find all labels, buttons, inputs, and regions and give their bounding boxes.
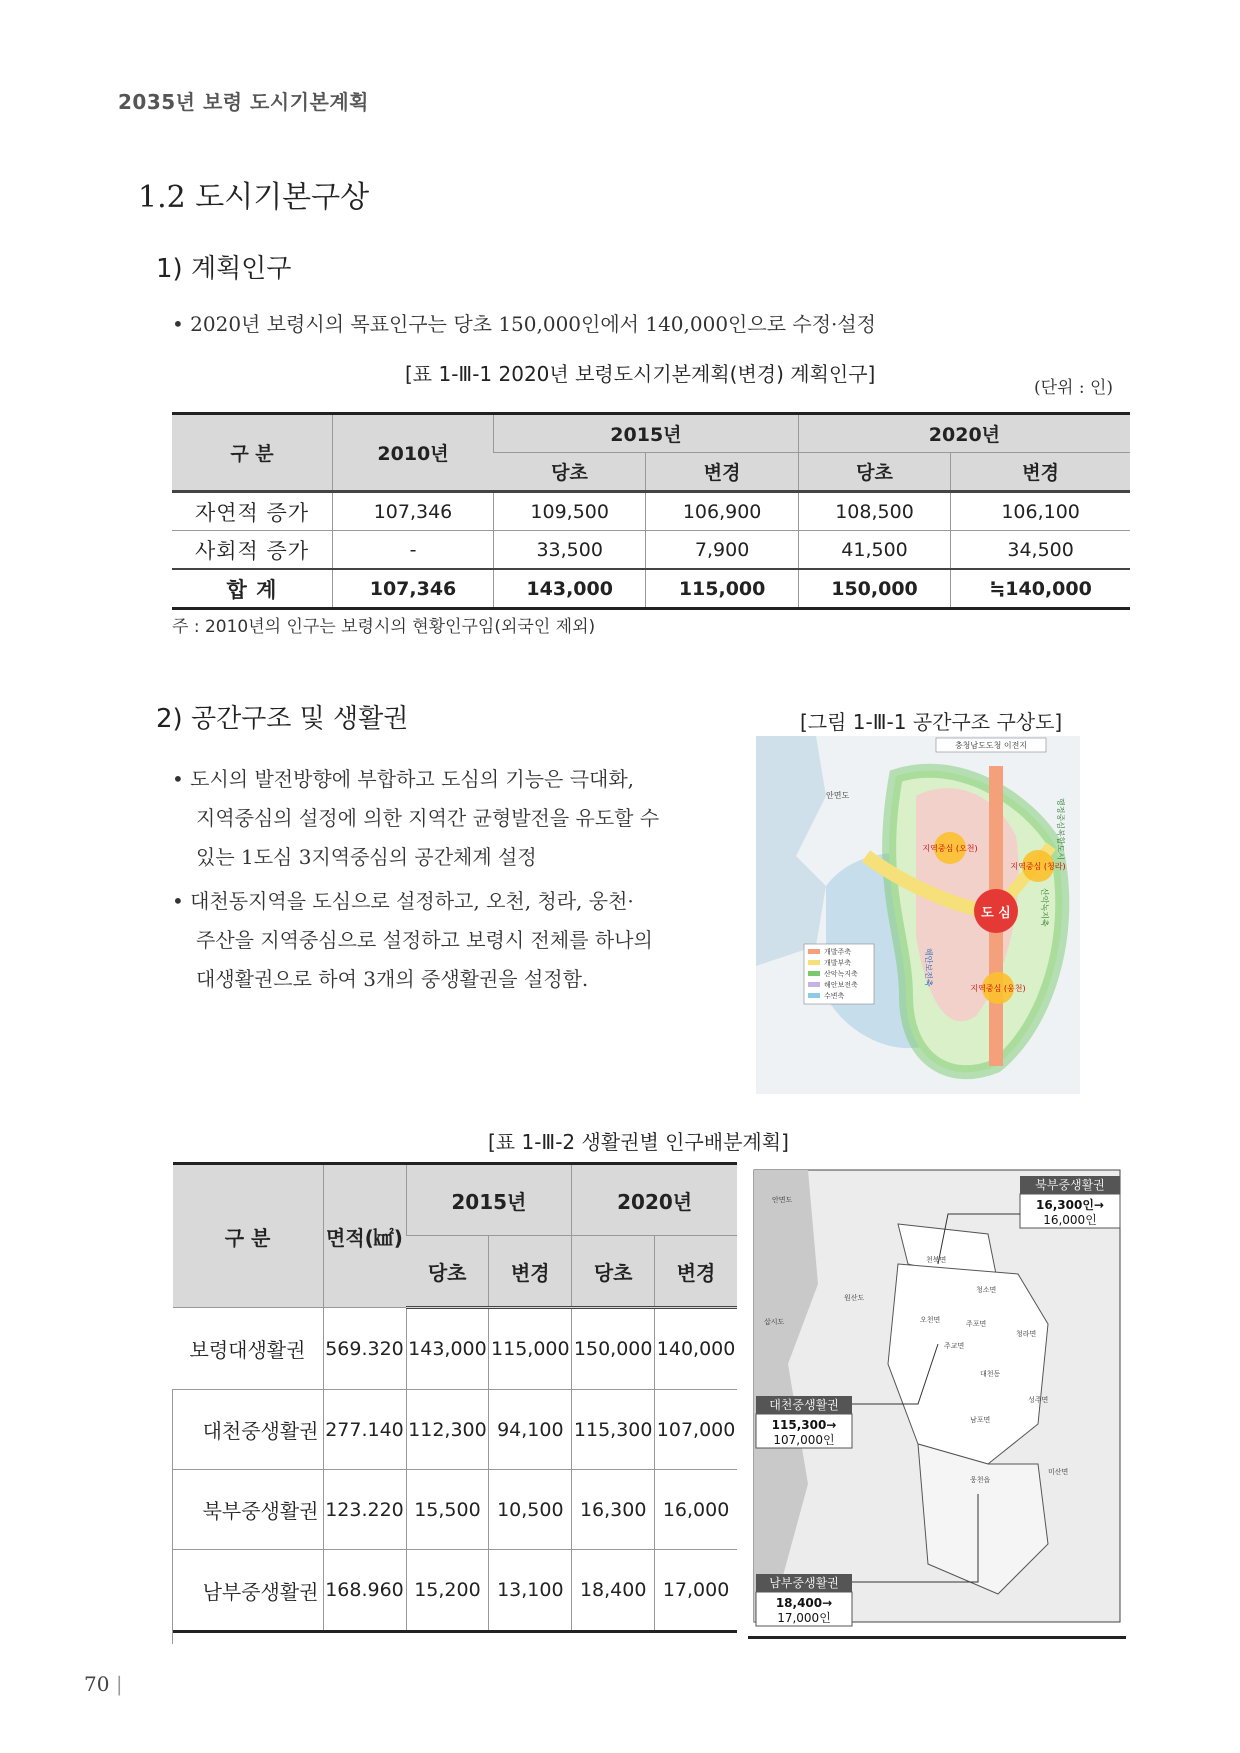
subsection-title-population: 1) 계획인구 — [156, 254, 292, 284]
cell: 140,000 — [655, 1308, 737, 1390]
cell: 150,000 — [798, 569, 950, 609]
top-label: 충청남도도청 이전지 — [954, 741, 1028, 750]
th-2015-orig: 당초 — [494, 453, 646, 492]
cell: 107,000 — [655, 1390, 737, 1470]
bullet-line: 지역중심의 설정에 의한 지역간 균형발전을 유도할 수 — [196, 806, 660, 830]
th-2015: 2015년 — [494, 414, 799, 453]
legend-item: 수변축 — [824, 992, 845, 1000]
coastal-axis-label: 해안보전축 — [924, 948, 933, 987]
bullet-dot: • — [172, 312, 191, 336]
legend-swatch — [808, 993, 820, 998]
place-label: 미산면 — [1048, 1468, 1069, 1476]
cell: 16,000 — [655, 1470, 737, 1550]
cell: ≒140,000 — [951, 569, 1130, 609]
south-zone-value-2: 17,000인 — [777, 1611, 831, 1625]
table1-note: 주 : 2010년의 인구는 보령시의 현황인구임(외국인 제외) — [172, 617, 596, 637]
cell: 108,500 — [798, 492, 950, 531]
cell: 107,346 — [333, 492, 494, 531]
cell: 115,000 — [489, 1308, 572, 1390]
legend-item: 개발주축 — [824, 948, 852, 956]
table-row-total — [172, 569, 1130, 609]
bullet-text: 2020년 보령시의 목표인구는 당초 150,000인에서 140,000인으로 수정·설정 — [190, 312, 877, 336]
cell: 107,346 — [333, 569, 494, 609]
place-label: 오천면 — [920, 1316, 941, 1324]
table-row — [173, 1550, 738, 1632]
south-zone-title: 남부중생활권 — [769, 1576, 839, 1590]
place-label: 남포면 — [970, 1416, 991, 1424]
anmyeondo-label: 안면도 — [826, 791, 850, 800]
bullet-dot: • — [172, 889, 191, 913]
cell: 10,500 — [489, 1470, 572, 1550]
cell: 41,500 — [798, 531, 950, 570]
page-number-separator: | — [115, 1672, 123, 1696]
region-cheongra-label: 지역중심 (청라) — [1010, 862, 1066, 871]
place-label: 청소면 — [976, 1286, 997, 1294]
table2-indent-rule — [172, 1390, 187, 1644]
bullet-line: 대천동지역을 도심으로 설정하고, 오천, 청라, 웅천· — [190, 889, 634, 913]
population-table — [172, 412, 1130, 610]
th-gubun: 구 분 — [172, 414, 333, 492]
bullet-dot: • — [172, 767, 191, 791]
subsection-title-structure: 2) 공간구조 및 생활권 — [156, 704, 409, 734]
cell: 15,500 — [406, 1470, 489, 1550]
bullet-structure-2 — [172, 882, 732, 999]
table2-caption: [표 1-Ⅲ-2 생활권별 인구배분계획] — [488, 1130, 789, 1154]
population-distribution-table — [172, 1162, 737, 1633]
place-label: 대천동 — [980, 1370, 1001, 1378]
cell: 569.320 — [323, 1308, 406, 1390]
bullet-line: 대생활권으로 하여 3개의 중생활권을 설정함. — [196, 967, 589, 991]
cell: 7,900 — [646, 531, 798, 570]
map2-bottom-rule — [748, 1636, 1126, 1639]
th-2020-orig: 당초 — [572, 1236, 655, 1308]
spatial-structure-map — [756, 736, 1080, 1094]
place-label: 성주면 — [1028, 1396, 1049, 1404]
cell: 143,000 — [406, 1308, 489, 1390]
daecheon-zone-value-1: 115,300→ — [771, 1418, 837, 1432]
cell: 18,400 — [572, 1550, 655, 1632]
place-label: 주교면 — [944, 1342, 965, 1350]
place-label: 원산도 — [844, 1294, 865, 1302]
th-2015-orig: 당초 — [406, 1236, 489, 1308]
place-label: 웅천읍 — [970, 1476, 991, 1484]
row-label: 대천중생활권 — [173, 1390, 324, 1470]
living-zone-map — [748, 1164, 1126, 1634]
bullet-line: 있는 1도심 3지역중심의 공간체계 설정 — [196, 845, 537, 869]
table-row — [172, 531, 1130, 570]
th-2020: 2020년 — [798, 414, 1130, 453]
row-label: 자연적 증가 — [172, 492, 333, 531]
legend-swatch — [808, 949, 820, 954]
cell: 123.220 — [323, 1470, 406, 1550]
table1-caption: [표 1-Ⅲ-1 2020년 보령도시기본계획(변경) 계획인구] — [405, 362, 876, 386]
cell: 109,500 — [494, 492, 646, 531]
th-2015-change: 변경 — [646, 453, 798, 492]
bullet-population — [172, 308, 876, 337]
cell: 34,500 — [951, 531, 1130, 570]
bullet-structure-1 — [172, 760, 732, 877]
south-zone-value-1: 18,400→ — [775, 1596, 833, 1610]
cell: 168.960 — [323, 1550, 406, 1632]
north-zone-title: 북부중생활권 — [1035, 1178, 1105, 1192]
cell: 15,200 — [406, 1550, 489, 1632]
th-2010: 2010년 — [333, 414, 494, 492]
place-label: 천북면 — [926, 1256, 947, 1264]
legend-item: 산악녹지축 — [824, 970, 858, 978]
cell: 13,100 — [489, 1550, 572, 1632]
th-area: 면적(㎢) — [323, 1164, 406, 1308]
cell: 277.140 — [323, 1390, 406, 1470]
table-row — [173, 1390, 738, 1470]
table-row — [172, 492, 1130, 531]
legend-item: 해안보전축 — [824, 981, 858, 989]
cell: 112,300 — [406, 1390, 489, 1470]
table-row — [173, 1308, 738, 1390]
cell: 106,100 — [951, 492, 1130, 531]
admin-city-label: 행정중심복합도시 — [1056, 798, 1065, 860]
row-label: 합 계 — [172, 569, 333, 609]
section-title: 1.2 도시기본구상 — [138, 180, 370, 215]
th-2020-orig: 당초 — [798, 453, 950, 492]
bullet-line: 주산을 지역중심으로 설정하고 보령시 전체를 하나의 — [196, 928, 653, 952]
daecheon-zone-value-2: 107,000인 — [773, 1433, 835, 1447]
downtown-label: 도 심 — [981, 906, 1011, 921]
row-label: 사회적 증가 — [172, 531, 333, 570]
page-number-value: 70 — [84, 1672, 110, 1696]
mountain-axis-label: 산악녹지축 — [1040, 888, 1049, 927]
cell: 94,100 — [489, 1390, 572, 1470]
north-zone-value-2: 16,000인 — [1043, 1213, 1097, 1227]
th-2015: 2015년 — [406, 1164, 572, 1236]
table1-unit: (단위 : 인) — [1034, 378, 1114, 398]
legend-swatch — [808, 971, 820, 976]
legend-item: 개발부축 — [824, 959, 852, 967]
region-ungcheon-label: 지역중심 (웅천) — [970, 984, 1026, 993]
bullet-line: 도시의 발전방향에 부합하고 도심의 기능은 극대화, — [190, 767, 635, 791]
row-label: 남부중생활권 — [173, 1550, 324, 1632]
cell: 106,900 — [646, 492, 798, 531]
running-header: 2035년 보령 도시기본계획 — [118, 90, 369, 114]
table-row — [173, 1470, 738, 1550]
region-ocheon-label: 지역중심 (오천) — [922, 844, 978, 853]
row-label: 보령대생활권 — [173, 1308, 324, 1390]
cell: 115,000 — [646, 569, 798, 609]
place-label: 안면도 — [772, 1196, 793, 1204]
row-label: 북부중생활권 — [173, 1470, 324, 1550]
place-label: 주포면 — [966, 1320, 987, 1328]
cell: 17,000 — [655, 1550, 737, 1632]
cell: 16,300 — [572, 1470, 655, 1550]
cell: - — [333, 531, 494, 570]
north-zone-value-1: 16,300인→ — [1036, 1198, 1104, 1212]
cell: 33,500 — [494, 531, 646, 570]
legend-swatch — [808, 982, 820, 987]
cell: 150,000 — [572, 1308, 655, 1390]
th-gubun: 구 분 — [173, 1164, 324, 1308]
legend-swatch — [808, 960, 820, 965]
th-2020-change: 변경 — [951, 453, 1130, 492]
place-label: 삽시도 — [764, 1318, 785, 1326]
th-2020-change: 변경 — [655, 1236, 737, 1308]
th-2020: 2020년 — [572, 1164, 737, 1236]
place-label: 청라면 — [1016, 1330, 1037, 1338]
cell: 143,000 — [494, 569, 646, 609]
figure1-caption: [그림 1-Ⅲ-1 공간구조 구상도] — [800, 710, 1063, 734]
page-number — [84, 1672, 123, 1696]
cell: 115,300 — [572, 1390, 655, 1470]
th-2015-change: 변경 — [489, 1236, 572, 1308]
daecheon-zone-title: 대천중생활권 — [769, 1398, 839, 1412]
